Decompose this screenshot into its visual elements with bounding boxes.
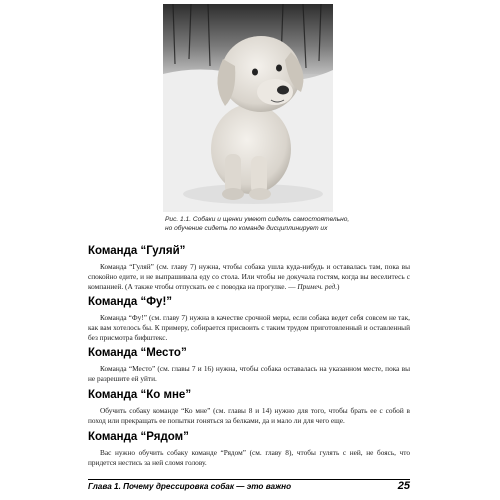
section-heading-fu: Команда “Фу!”	[88, 296, 173, 308]
section-text-ryadom: Вас нужно обучить собаку команде “Рядом” (см. главу 8), чтобы гулять с ней, не боясь, что придется нестись за ней сломя голову.	[88, 448, 410, 467]
section-text-fu: Команда “Фу!” (см. главу 7) нужна в качестве срочной меры, если собака ведет себя совсем не так, как вам хотелось бы. К примеру, собирается присвоить с таким трудом приготовленный и оставленный без присмотра бифштекс.	[88, 313, 410, 342]
figure-caption	[165, 215, 355, 233]
editor-note: Примеч. ред.	[297, 282, 338, 291]
caption-line-2: но обучение сидеть по команде дисциплинирует их	[165, 225, 328, 232]
page-number: 25	[397, 480, 410, 492]
caption-line-1: Рис. 1.1. Собаки и щенки умеют сидеть самостоятельно,	[165, 216, 350, 223]
puppy-illustration	[163, 4, 333, 212]
section-text-ko-mne: Обучить собаку команде “Ко мне” (см. главы 8 и 14) нужно для того, чтобы брать ее с собой в поход или прекращать ее попытки гоняться за белками, да и мало ли для чего еще.	[88, 406, 410, 425]
section-heading-gulyai: Команда “Гуляй”	[88, 245, 186, 257]
section-text-gulyai: Команда “Гуляй” (см. главу 7) нужна, чтобы собака ушла куда-нибудь и оставалась там, пока вы спокойно едите, и не выпрашивала еду со стола. Или чтобы не докучала гостям, когда вы веселитесь с компанией. (А также чтобы отпускать ее с поводка на прогулке. — Примеч. ред.)	[88, 262, 410, 291]
section-text-mesto: Команда “Место” (см. главы 7 и 16) нужна, чтобы собака оставалась на указанном месте, пока вы не разрешите ей уйти.	[88, 364, 410, 383]
section-heading-ko-mne: Команда “Ко мне”	[88, 389, 192, 401]
puppy-photo	[163, 4, 333, 212]
section-heading-mesto: Команда “Место”	[88, 347, 187, 359]
section-heading-ryadom: Команда “Рядом”	[88, 431, 189, 443]
footer-rule	[88, 479, 410, 480]
running-footer-chapter: Глава 1. Почему дрессировка собак — это важно	[88, 482, 292, 491]
